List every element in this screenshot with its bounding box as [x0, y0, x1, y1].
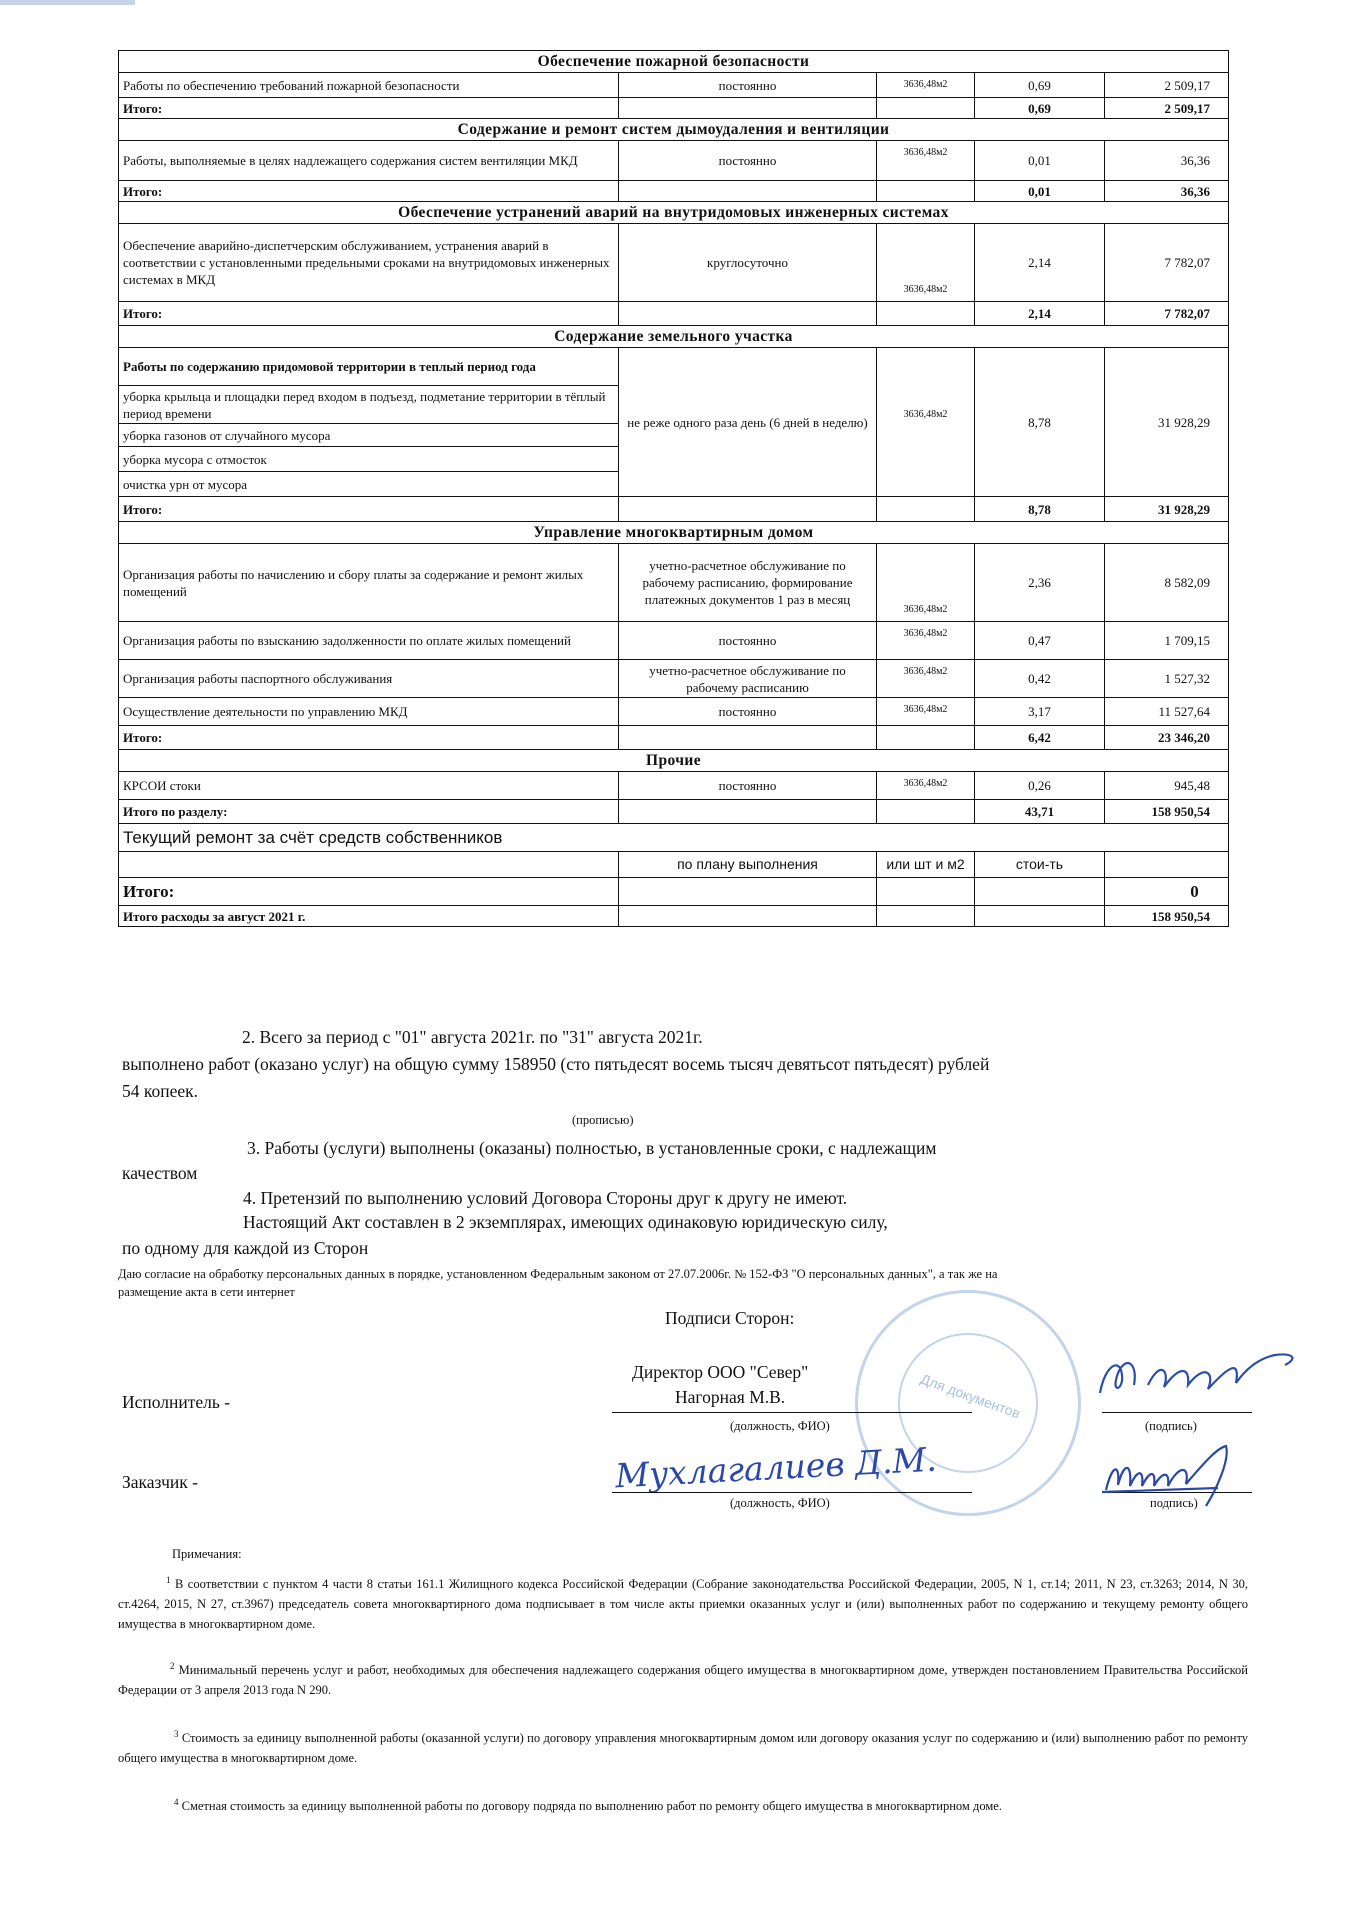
service-area: 3636,48м2 — [877, 224, 975, 302]
total-sum: 158 950,54 — [1105, 800, 1229, 824]
paragraph-5-line-2: по одному для каждой из Сторон — [122, 1238, 369, 1258]
total-sum: 23 346,20 — [1105, 726, 1229, 750]
section-title: Содержание и ремонт систем дымоудаления и вентиляции — [119, 119, 1229, 141]
executor-signature-line — [1102, 1412, 1252, 1413]
repair-col-cost: стои-ть — [975, 852, 1105, 878]
paragraph-3-line-2: качеством — [122, 1163, 198, 1183]
section-title: Обеспечение пожарной безопасности — [119, 51, 1229, 73]
service-period: учетно-расчетное обслуживание по рабочему расписанию — [619, 660, 877, 698]
service-period: постоянно — [619, 622, 877, 660]
service-name: Организация работы по взысканию задолженности по оплате жилых помещений — [119, 622, 619, 660]
paragraph-3-line-1: 3. Работы (услуги) выполнены (оказаны) полностью, в установленные сроки, с надлежащим — [247, 1138, 937, 1158]
customer-label: Заказчик - — [122, 1472, 198, 1492]
total-label: Итого: — [119, 302, 619, 326]
table-row — [119, 224, 1229, 302]
table-row — [119, 348, 1229, 386]
total-sum: 2 509,17 — [1105, 98, 1229, 119]
service-rate: 8,78 — [975, 348, 1105, 497]
repair-total-value: 0 — [1105, 878, 1229, 906]
service-sum: 8 582,09 — [1105, 544, 1229, 622]
total-row — [119, 726, 1229, 750]
note-2: $^2$ Минимальный перечень услуг и работ, необходимых для обеспечения надлежащего содержания общего имущества в многоквартирном доме, утвержден постановлением Правительства Российской Федерации от 3 апреля 2013 года N 290. — [118, 1661, 1248, 1698]
service-rate: 0,69 — [975, 73, 1105, 98]
scan-edge-mark — [0, 0, 135, 5]
executor-label: Исполнитель - — [122, 1392, 231, 1412]
grand-total-row — [119, 906, 1229, 927]
service-area: 3636,48м2 — [877, 544, 975, 622]
service-area: 3636,48м2 — [877, 141, 975, 181]
total-label: Итого по разделу: — [119, 800, 619, 824]
table-row — [119, 141, 1229, 181]
service-period: не реже одного раза день (6 дней в неделю) — [619, 348, 877, 497]
service-area: 3636,48м2 — [877, 772, 975, 800]
service-sum: 31 928,29 — [1105, 348, 1229, 497]
service-name: Организация работы паспортного обслуживания — [119, 660, 619, 698]
service-period: постоянно — [619, 73, 877, 98]
executor-position-caption: (должность, ФИО) — [730, 1419, 830, 1433]
service-rate: 2,14 — [975, 224, 1105, 302]
service-sum: 36,36 — [1105, 141, 1229, 181]
service-area: 3636,48м2 — [877, 622, 975, 660]
service-name: Работы, выполняемые в целях надлежащего содержания систем вентиляции МКД — [119, 141, 619, 181]
work-item: уборка крыльца и площадки перед входом в подъезд, подметание территории в тёплый период времени — [119, 386, 619, 424]
total-label: Итого: — [119, 98, 619, 119]
service-area: 3636,48м2 — [877, 698, 975, 726]
table-row — [119, 772, 1229, 800]
service-rate: 3,17 — [975, 698, 1105, 726]
signatures-title: Подписи Сторон: — [665, 1308, 795, 1328]
table-row — [119, 698, 1229, 726]
grand-total-label: Итого расходы за август 2021 г. — [119, 906, 619, 927]
paragraph-5-line-1: Настоящий Акт составлен в 2 экземплярах, имеющих одинаковую юридическую силу, — [243, 1212, 888, 1232]
paragraph-2-line-3: 54 копеек. — [122, 1081, 199, 1101]
service-sum: 7 782,07 — [1105, 224, 1229, 302]
service-rate: 0,01 — [975, 141, 1105, 181]
total-label: Итого: — [119, 497, 619, 522]
paragraph-2-line-1: 2. Всего за период с "01" августа 2021г. по "31" августа 2021г. — [242, 1027, 703, 1047]
service-name: Осуществление деятельности по управлению МКД — [119, 698, 619, 726]
consent-line-2: размещение акта в сети интернет — [118, 1285, 295, 1299]
service-rate: 2,36 — [975, 544, 1105, 622]
work-item: уборка газонов от случайного мусора — [119, 424, 619, 447]
total-label: Итого: — [119, 181, 619, 202]
total-row — [119, 800, 1229, 824]
note-1: $^1$ В соответствии с пунктом 4 части 8 статьи 161.1 Жилищного кодекса Российской Федерации (Собрание законодательства Российской Федерации, 2005, N 1, ст.14; 2011, N 23, ст.3263; 2014, N 30, ст.4264, 2015, N 27, ст.3967) председатель совета многоквартирного дома подписывает в том числе акты приемки оказанных услуг и (или) выполненных работ по содержанию и текущему ремонту общего имущества в многоквартирном доме. — [118, 1575, 1249, 1632]
service-period: постоянно — [619, 698, 877, 726]
customer-signature-caption: подпись) — [1150, 1496, 1198, 1510]
table-row — [119, 544, 1229, 622]
table-row — [119, 660, 1229, 698]
executor-position-line — [612, 1412, 972, 1413]
repair-title: Текущий ремонт за счёт средств собственников — [119, 824, 1229, 852]
repair-col-unit: или шт и м2 — [877, 852, 975, 878]
service-rate: 0,26 — [975, 772, 1105, 800]
consent-line-1: Даю согласие на обработку персональных данных в порядке, установленном Федеральным законом от 27.07.2006г. № 152-ФЗ "О персональных данных", а так же на — [118, 1267, 998, 1281]
service-area: 3636,48м2 — [877, 73, 975, 98]
table-row — [119, 73, 1229, 98]
executor-signature-caption: (подпись) — [1145, 1419, 1197, 1433]
total-row — [119, 302, 1229, 326]
service-sum: 1 709,15 — [1105, 622, 1229, 660]
total-row — [119, 497, 1229, 522]
table-row — [119, 824, 1229, 852]
repair-total-label: Итого: — [119, 878, 619, 906]
total-row — [119, 878, 1229, 906]
services-table — [118, 50, 1229, 927]
service-area: 3636,48м2 — [877, 348, 975, 497]
section-title: Обеспечение устранений аварий на внутридомовых инженерных системах — [119, 202, 1229, 224]
total-rate: 0,01 — [975, 181, 1105, 202]
note-3: $^3$ Стоимость за единицу выполненной работы (оказанной услуги) по договору управления многоквартирным домом или договору оказания услуг по содержанию и (или) выполнению работ по ремонту общего имущества в многоквартирном доме. — [118, 1729, 1249, 1766]
service-rate: 0,42 — [975, 660, 1105, 698]
total-label: Итого: — [119, 726, 619, 750]
service-area: 3636,48м2 — [877, 660, 975, 698]
service-name: Работы по обеспечению требований пожарной безопасности — [119, 73, 619, 98]
total-row — [119, 98, 1229, 119]
total-sum: 7 782,07 — [1105, 302, 1229, 326]
total-rate: 43,71 — [975, 800, 1105, 824]
table-row — [119, 852, 1229, 878]
in-words-caption: (прописью) — [572, 1113, 634, 1127]
service-sum: 945,48 — [1105, 772, 1229, 800]
executor-name: Нагорная М.В. — [675, 1387, 786, 1407]
customer-position-line — [612, 1492, 972, 1493]
service-period: учетно-расчетное обслуживание по рабочему расписанию, формирование платежных документов 1 раз в месяц — [619, 544, 877, 622]
grand-total-sum: 158 950,54 — [1105, 906, 1229, 927]
work-item: уборка мусора с отмосток — [119, 447, 619, 472]
total-rate: 6,42 — [975, 726, 1105, 750]
service-period: круглосуточно — [619, 224, 877, 302]
service-sum: 1 527,32 — [1105, 660, 1229, 698]
total-rate: 8,78 — [975, 497, 1105, 522]
service-sum: 2 509,17 — [1105, 73, 1229, 98]
service-name: Обеспечение аварийно-диспетчерским обслуживанием, устранения аварий в соответствии с установленными предельными сроками на внутридомовых инженерных системах в МКД — [119, 224, 619, 302]
total-sum: 31 928,29 — [1105, 497, 1229, 522]
total-sum: 36,36 — [1105, 181, 1229, 202]
stamp-text: Для документов — [918, 1370, 1023, 1422]
total-rate: 2,14 — [975, 302, 1105, 326]
service-sum: 11 527,64 — [1105, 698, 1229, 726]
paragraph-4: 4. Претензий по выполнению условий Договора Стороны друг к другу не имеют. — [243, 1188, 848, 1208]
note-4: $^4$ Сметная стоимость за единицу выполненной работы по договору подряда по выполнению работ по ремонту общего имущества в многоквартирном доме. — [174, 1797, 1002, 1814]
table-row — [119, 622, 1229, 660]
customer-signature — [1098, 1440, 1258, 1510]
service-period: постоянно — [619, 772, 877, 800]
section-title: Содержание земельного участка — [119, 326, 1229, 348]
customer-position-caption: (должность, ФИО) — [730, 1496, 830, 1510]
executor-signature — [1090, 1345, 1310, 1410]
section-title: Управление многоквартирным домом — [119, 522, 1229, 544]
total-rate: 0,69 — [975, 98, 1105, 119]
service-name: Организация работы по начислению и сбору платы за содержание и ремонт жилых помещений — [119, 544, 619, 622]
customer-handwritten-name: Мухлагалиев Д.М. — [614, 1439, 938, 1496]
service-period: постоянно — [619, 141, 877, 181]
executor-position: Директор ООО "Север" — [632, 1362, 809, 1382]
notes-title: Примечания: — [172, 1547, 242, 1561]
repair-col-plan: по плану выполнения — [619, 852, 877, 878]
work-heading: Работы по содержанию придомовой территории в теплый период года — [119, 348, 619, 386]
section-title: Прочие — [119, 750, 1229, 772]
company-stamp — [855, 1290, 1081, 1516]
total-row — [119, 181, 1229, 202]
work-item: очистка урн от мусора — [119, 472, 619, 497]
service-rate: 0,47 — [975, 622, 1105, 660]
service-name: КРСОИ стоки — [119, 772, 619, 800]
paragraph-2-line-2: выполнено работ (оказано услуг) на общую сумму 158950 (сто пятьдесят восемь тысяч девятьсот пятьдесят) рублей — [122, 1054, 990, 1074]
